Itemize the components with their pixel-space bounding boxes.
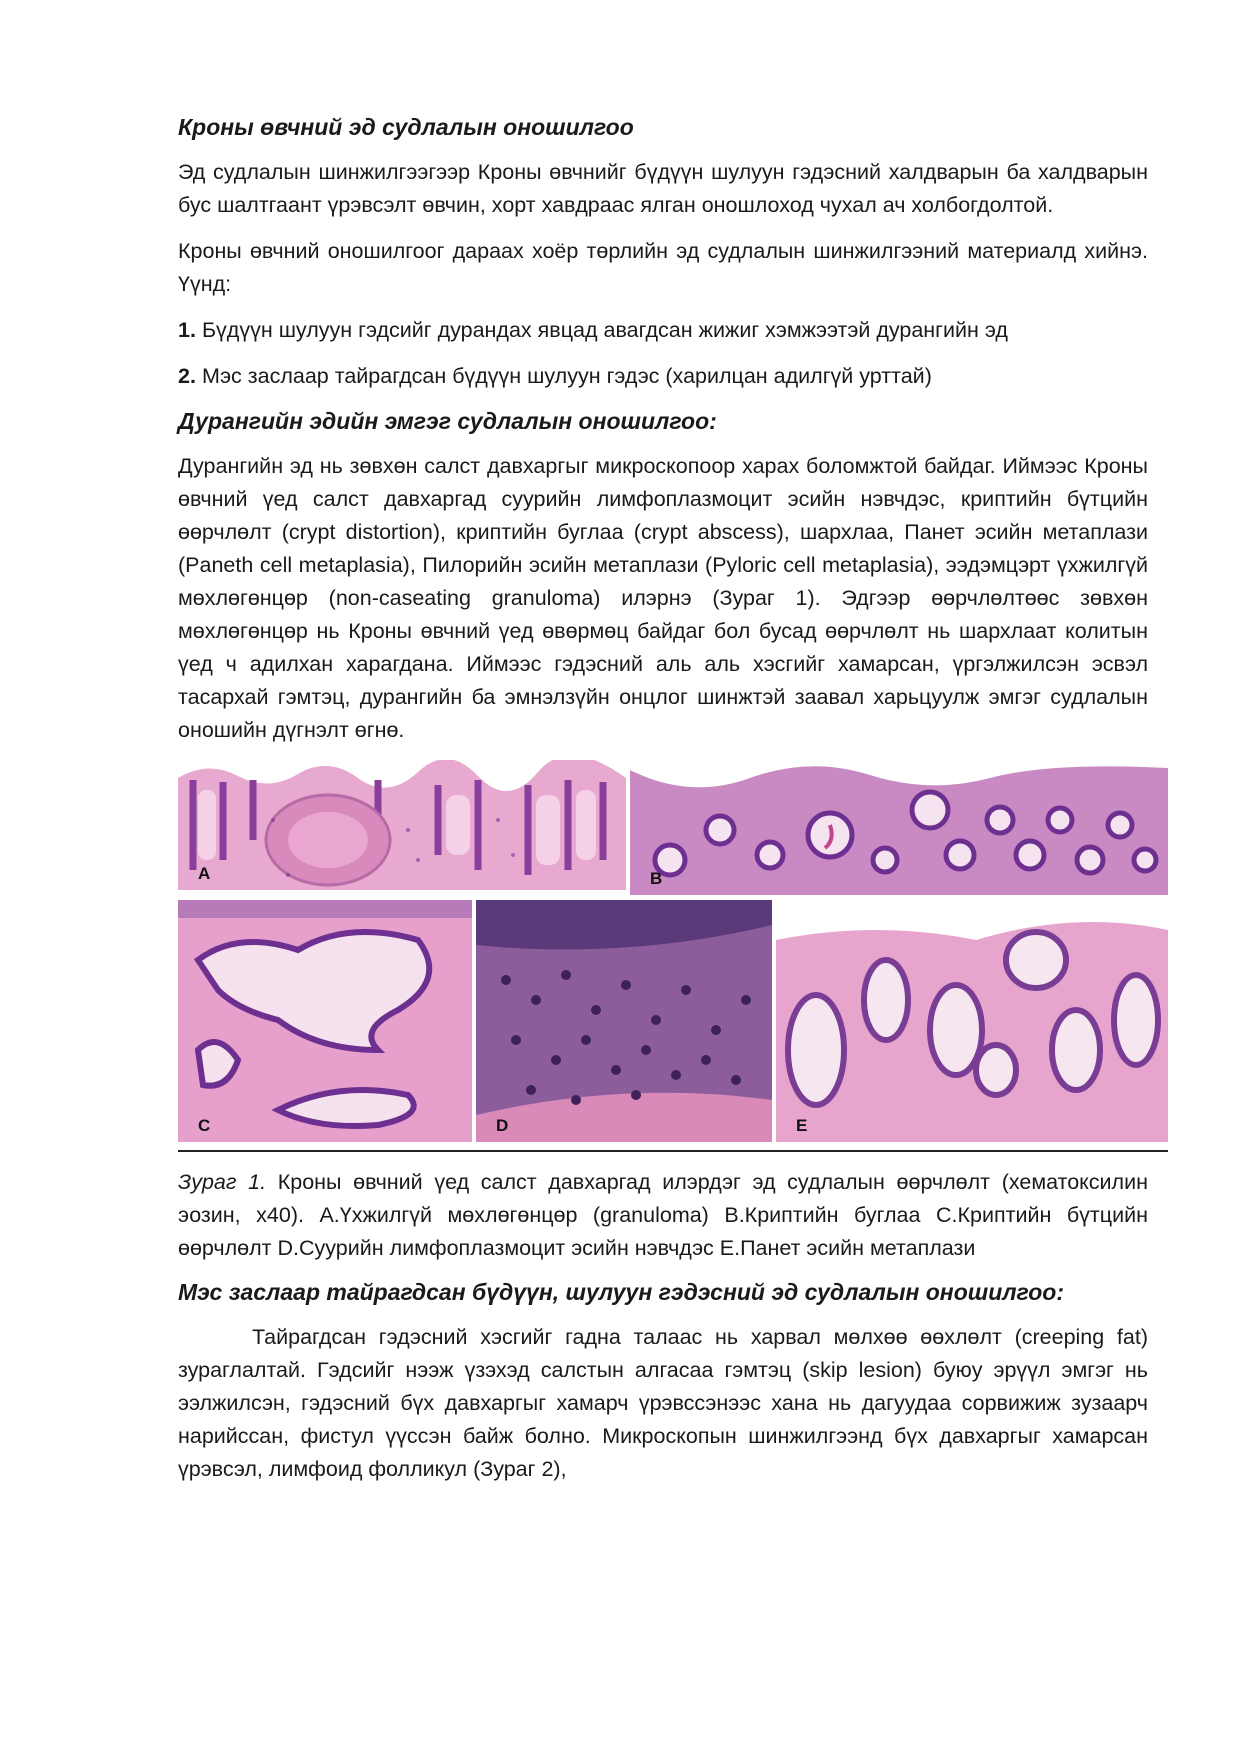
caption-prefix: Зураг 1. (178, 1170, 267, 1194)
list-text: Мэс заслаар тайрагдсан бүдүүн шулуун гэдэс (харилцан адилгүй урттай) (201, 364, 932, 388)
section-heading-endoscopic-biopsy: Дурангийн эдийн эмгэг судлалын оношилгоо: (178, 408, 717, 434)
paragraph: Кроны өвчний оношилгоог дараах хоёр төрлийн эд судлалын шинжилгээний материалд хийнэ. Үүнд: (178, 239, 1148, 296)
list-number: 2. (178, 364, 196, 388)
list-text: Бүдүүн шулуун гэдсийг дурандах явцад авагдсан жижиг хэмжээтэй дурангийн эд (201, 318, 1008, 342)
section-heading-crohn-histology: Кроны өвчний эд судлалын оношилгоо (178, 114, 634, 140)
figure-caption (178, 1166, 1148, 1265)
panel-label: E (796, 1116, 808, 1135)
histology-figure (178, 760, 1168, 1142)
panel-label: A (198, 864, 211, 883)
micrograph-e-image (776, 900, 1168, 1142)
list-number: 1. (178, 318, 196, 342)
micrograph-c-image (178, 900, 472, 1142)
panel-label: C (198, 1116, 211, 1135)
micrograph-panel-e (776, 900, 1168, 1142)
panel-label: B (650, 869, 663, 888)
paragraph: Эд судлалын шинжилгээгээр Кроны өвчнийг бүдүүн шулуун гэдэсний халдварын ба халдварын бус шалтгаант үрэвсэлт өвчин, хорт хавдраас ялган оношлоход чухал ач холбогдолтой. (178, 160, 1148, 217)
document-page (178, 112, 1148, 1499)
list-item (178, 360, 1148, 393)
micrograph-d-image (476, 900, 772, 1142)
list-item (178, 314, 1148, 347)
micrograph-b-image (630, 760, 1168, 895)
panel-label: D (496, 1116, 509, 1135)
paragraph: Дурангийн эд нь зөвхөн салст давхаргыг микроскопоор харах боломжтой байдаг. Иймээс Кроны өвчний үед салст давхаргад суурийн лимфоплазмоцит эсийн нэвчдэс, криптийн бүтцийн өөрчлөлт (crypt distortion), криптийн буглаа (crypt abscess), шархлаа, Панет эсийн метаплази (Paneth cell metaplasia), Пилорийн эсийн метаплази (Pyloric cell metaplasia), ээдэмцэрт үхжилгүй мөхлөгөнцөр (non-caseating granuloma) илэрнэ (Зураг 1). Эдгээр өөрчлөлтөөс зөвхөн мөхлөгөнцөр нь Кроны өвчний үед өвөрмөц байдаг бол бусад өөрчлөлт нь шархлаат колитын үед ч адилхан харагдана. Иймээс гэдэсний аль аль хэсгийг хамарсан, үргэлжилсэн эсвэл тасархай гэмтэц, дурангийн ба эмнэлзүйн онцлог шинжтэй заавал харьцуулж эмгэг судлалын оношийн дүгнэлт өгнө. (178, 454, 1148, 742)
micrograph-a-image (178, 760, 626, 890)
micrograph-panel-d (476, 900, 772, 1142)
figure-divider (178, 1150, 1168, 1152)
caption-text: Кроны өвчний үед салст давхаргад илэрдэг эд судлалын өөрчлөлт (хематоксилин эозин, x40). A.Үхжилгүй мөхлөгөнцөр (granuloma) B.Криптийн буглаа C.Криптийн бүтцийн өөрчлөлт D.Суурийн лимфоплазмоцит эсийн нэвчдэс E.Панет эсийн метаплази (178, 1170, 1148, 1260)
micrograph-panel-b (630, 760, 1168, 895)
section-heading-surgical-resection: Мэс заслаар тайрагдсан бүдүүн, шулуун гэдэсний эд судлалын оношилгоо: (178, 1279, 1065, 1305)
micrograph-panel-a (178, 760, 626, 890)
micrograph-panel-c (178, 900, 472, 1142)
paragraph: Тайрагдсан гэдэсний хэсгийг гадна талаас нь харвал мөлхөө өөхлөлт (creeping fat) зураглалтай. Гэдсийг нээж үзэхэд салстын алгасаа гэмтэц (skip lesion) буюу эрүүл эмгэг нь ээлжилсэн, гэдэсний бүх давхаргыг хамарч үрэвссэнээс хана нь дагуудаа сорвижиж зузаарч нарийссан, фистул үүссэн байж болно. Микроскопын шинжилгээнд бүх давхаргыг хамарсан үрэвсэл, лимфоид фолликул (Зураг 2), (178, 1325, 1148, 1481)
